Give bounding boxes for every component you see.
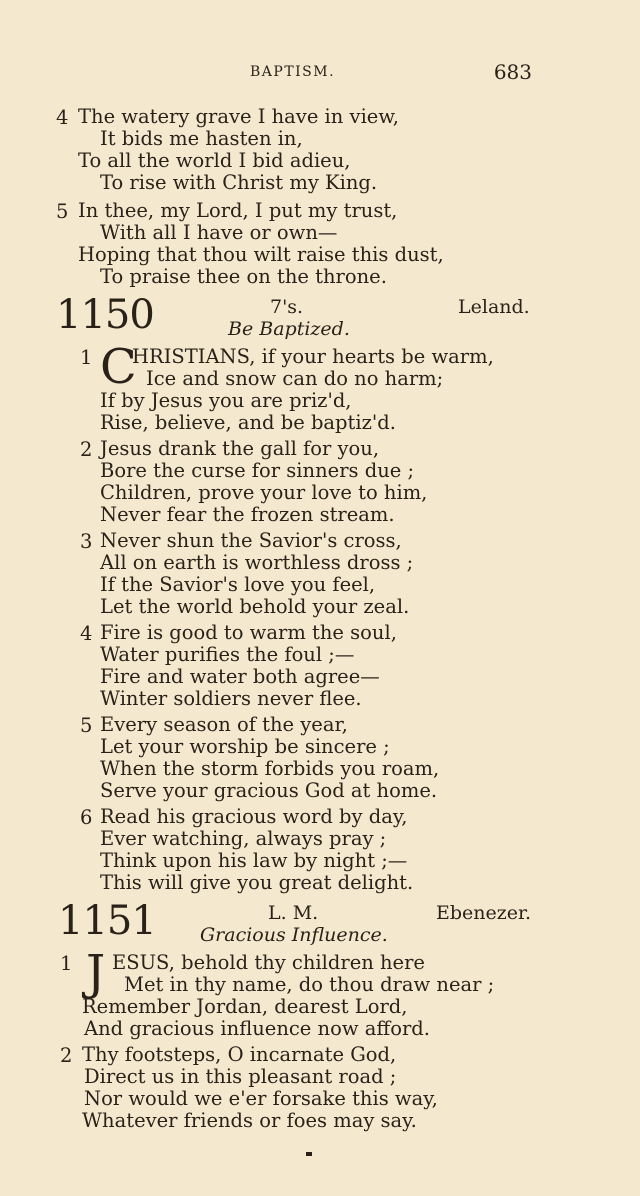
verse-line: Nor would we e'er forsake this way, <box>84 1087 438 1110</box>
verse-line: If the Savior's love you feel, <box>100 573 376 596</box>
verse-line: Remember Jordan, dearest Lord, <box>82 995 408 1018</box>
verse-number: 4 <box>80 622 93 645</box>
verse-line: Think upon his law by night ;— <box>100 849 408 872</box>
verse-line: Water purifies the foul ;— <box>100 643 355 666</box>
verse-number: 5 <box>56 200 69 223</box>
verse-line: HRISTIANS, if your hearts be warm, <box>132 345 494 368</box>
verse-line: Fire is good to warm the soul, <box>100 621 397 644</box>
verse-line: Read his gracious word by day, <box>100 805 408 828</box>
verse-line: Serve your gracious God at home. <box>100 779 438 802</box>
verse-line: ESUS, behold thy children here <box>112 951 425 974</box>
verse-number: 1 <box>60 952 73 975</box>
hymn-title: Be Baptized. <box>228 318 350 340</box>
verse-line: Let the world behold your zeal. <box>100 595 410 618</box>
verse-line: Thy footsteps, O incarnate God, <box>82 1043 397 1066</box>
verse-line: And gracious influence now afford. <box>84 1017 430 1040</box>
verse-line: Children, prove your love to him, <box>100 481 428 504</box>
verse-line: This will give you great delight. <box>100 871 414 894</box>
verse-line: In thee, my Lord, I put my trust, <box>78 199 398 222</box>
verse-line: With all I have or own— <box>100 221 338 244</box>
verse-line: Ice and snow can do no harm; <box>146 367 444 390</box>
drop-cap: J <box>86 945 106 1001</box>
verse-line: Let your worship be sincere ; <box>100 735 390 758</box>
verse-line: Never shun the Savior's cross, <box>100 529 402 552</box>
hymn-title: Gracious Influence. <box>200 924 388 946</box>
verse-line: Rise, believe, and be baptiz'd. <box>100 411 396 434</box>
hymn-number: 1150 <box>56 292 154 338</box>
running-title: BAPTISM. <box>250 64 336 80</box>
verse-line: Ever watching, always pray ; <box>100 827 387 850</box>
verse-line: Met in thy name, do thou draw near ; <box>124 973 495 996</box>
verse-number: 2 <box>80 438 93 461</box>
verse-line: Every season of the year, <box>100 713 348 736</box>
verse-line: All on earth is worthless dross ; <box>100 551 414 574</box>
verse-number: 5 <box>80 714 93 737</box>
verse-line: When the storm forbids you roam, <box>100 757 440 780</box>
verse-line: Never fear the frozen stream. <box>100 503 395 526</box>
verse-line: To rise with Christ my King. <box>100 171 378 194</box>
tune-name: Leland. <box>458 296 530 318</box>
verse-line: Jesus drank the gall for you, <box>100 437 380 460</box>
verse-number: 6 <box>80 806 93 829</box>
verse-line: Direct us in this pleasant road ; <box>84 1065 397 1088</box>
verse-number: 4 <box>56 106 69 129</box>
hymn-meter: 7's. <box>270 296 304 318</box>
verse-line: Bore the curse for sinners due ; <box>100 459 415 482</box>
printer-mark <box>306 1152 312 1156</box>
verse-line: The watery grave I have in view, <box>78 105 399 128</box>
verse-line: Winter soldiers never flee. <box>100 687 362 710</box>
verse-line: Whatever friends or foes may say. <box>82 1109 417 1132</box>
verse-number: 2 <box>60 1044 73 1067</box>
verse-line: To all the world I bid adieu, <box>78 149 351 172</box>
tune-name: Ebenezer. <box>436 902 532 924</box>
page-number: 683 <box>493 60 532 84</box>
verse-line: Fire and water both agree— <box>100 665 380 688</box>
verse-number: 3 <box>80 530 93 553</box>
verse-line: To praise thee on the throne. <box>100 265 387 288</box>
verse-number: 1 <box>80 346 93 369</box>
drop-cap: C <box>100 339 137 395</box>
verse-line: It bids me hasten in, <box>100 127 303 150</box>
verse-line: If by Jesus you are priz'd, <box>100 389 352 412</box>
verse-line: Hoping that thou wilt raise this dust, <box>78 243 444 266</box>
hymn-meter: L. M. <box>268 902 319 924</box>
hymn-number: 1151 <box>58 898 156 944</box>
